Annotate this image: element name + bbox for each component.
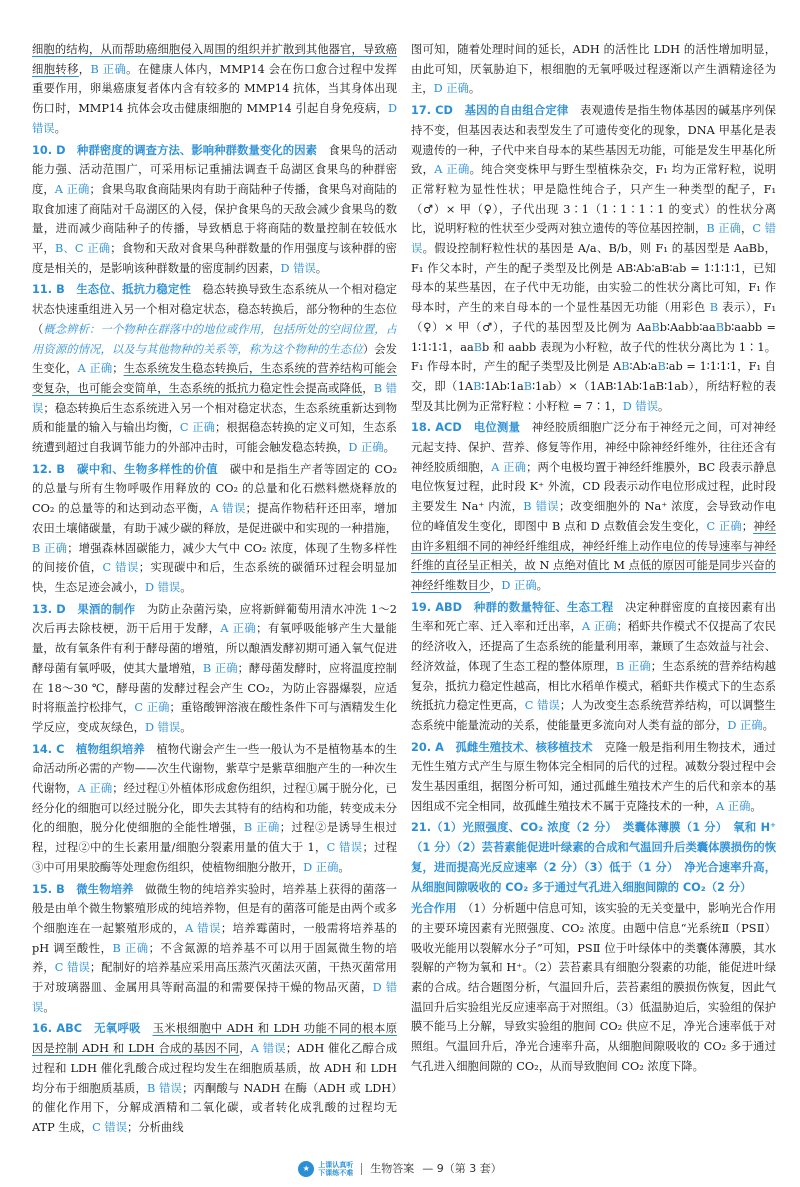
logo-badge-icon: ★ bbox=[298, 1161, 314, 1177]
logo-line2: 下课练不难 bbox=[318, 1169, 354, 1177]
answer-block-q21: 21.（1）光照强度、CO₂ 浓度（2 分） 类囊体薄膜（1 分） 氧和 H⁺（1 分）（2）芸苔素能促进叶绿素的合成和气温回升后类囊体膜损伤的恢复，进而提高光反应速率（2 分）（3）低于（1 分） 净光合速率升高，从细胞间隙吸收的 CO₂ 多于通过气孔进入细胞间隙的 CO₂（2 分） bbox=[411, 821, 776, 894]
right-column bbox=[411, 40, 776, 1148]
footer-page-number: — 9（第 3 套） bbox=[422, 1162, 502, 1176]
answer-block-q16-cont: 图可知，随着处理时间的延长，ADH 的活性比 LDH 的活性增加明显，由此可知，厌氧胁迫下，根细胞的无氧呼吸过程逐渐以产生酒精途径为主，D 正确。 bbox=[411, 43, 776, 96]
answer-block-q12: 12. B 碳中和、生物多样性的价值 碳中和是指生产者等固定的 CO₂ 的总量与所有生物呼吸作用释放的 CO₂ 的总量和化石燃料燃烧释放的 CO₂ 的总量等的和达到动态平衡，A 错误；提高作物秸秆还田率，增加农田土壤储碳量，有助于减少碳的释放，是促进碳中和实现的一种措施，B 正确；增强森林固碳能力，减少大气中 CO₂ 浓度，体现了生物多样性的间接价值，C 错误；实现碳中和后，生态系统的碳循环过程会明显加快，生态足迹会减小，D 错误。 bbox=[32, 462, 397, 594]
answer-block-q21-exp: 光合作用 （1）分析题中信息可知，该实验的无关变量中，影响光合作用的主要环境因素有光照强度、CO₂ 浓度。由题中信息“光系统Ⅱ（PSⅡ）吸收光能用以裂解水分子”可知，PSⅡ 位于叶绿体中的类囊体薄膜，其水裂解的产物为氧和 H⁺。（2）芸苔素具有细胞分裂素的功能，能促进叶绿素的合成。结合题图分析，气温回升后，芸苔素组的膜损伤恢复，因此气温回升后实验组光反应速率高于对照组。（3）低温胁迫后，实验组的保护膜不能马上分解，导致实验组的胞间 CO₂ 供应不足，净光合速率低于对照组。气温回升后，净光合速率升高，从细胞间隙吸收的 CO₂ 多于通过气孔进入细胞间隙的 CO₂，从而导致胞间 CO₂ 浓度下降。 bbox=[411, 902, 776, 1073]
footer-divider bbox=[361, 1163, 362, 1175]
answer-block-q13: 13. D 果酒的制作 为防止杂菌污染，应将新鲜葡萄用清水冲洗 1～2 次后再去除枝梗，沥干后用于发酵，A 正确；有氧呼吸能够产生大量能量，故有氧条件有利于酵母菌的增殖，所以酿酒发酵初期可通入氧气促进酵母菌有氧呼吸，使其大量增殖，B 正确；酵母菌发酵时，应将温度控制在 18～30 ℃，酵母菌的发酵过程会产生 CO₂，为防止容器爆裂，应适时将瓶盖拧松排气，C 正确；重铬酸钾溶液在酸性条件下可与酒精发生化学反应，变成灰绿色，D 错误。 bbox=[32, 602, 397, 734]
page-footer bbox=[0, 1158, 800, 1180]
answer-block-q14: 14. C 植物组织培养 植物代谢会产生一些一般认为不是植物基本的生命活动所必需的产物——次生代谢物，紫草宁是紫草细胞产生的一种次生代谢物，A 正确；经过程①外植体形成愈伤组织，过程①属于脱分化，已经分化的细胞可以经过脱分化，即失去其特有的结构和功能，转变成未分化的细胞，脱分化使细胞的全能性增强，B 正确；过程②是诱导生根过程，过程②中的生长素用量/细胞分裂素用量的值大于 1，C 错误；过程③中可用果胶酶等处理愈伤组织，使植物细胞分散开，D 正确。 bbox=[32, 742, 397, 874]
logo-text bbox=[318, 1161, 353, 1177]
answer-block-q10: 10. D 种群密度的调查方法、影响种群数量变化的因素 食果鸟的活动能力强、活动范围广，可采用标记重捕法调查千岛湖区食果鸟的种群密度，A 正确；食果鸟取食商陆果肉有助于商陆种子传播，食果鸟对商陆的取食加速了商陆对千岛湖区的入侵，保护食果鸟的天敌会减少食果鸟的数量，进而减少商陆种子的传播，导致栖息于将商陆的数量控制在较低水平，B、C 正确；食物和天敌对食果鸟种群数量的作用强度与该种群的密度是相关的，是影响该种群数量的密度制约因素，D 错误。 bbox=[32, 143, 397, 275]
answer-block-q19: 19. ABD 种群的数量特征、生态工程 决定种群密度的直接因素有出生率和死亡率、迁入率和迁出率，A 正确；稻虾共作模式不仅提高了农民的经济收入，还提高了生态系统的能量利用率，兼顾了生态效益与社会、经济效益，体现了生态工程的整体原理，B 正确；生态系统的营养结构越复杂，抵抗力稳定性越高，相比水稻单作模式，稻虾共作模式下的生态系统抵抗力稳定性更高，C 错误；人为改变生态系统营养结构，可以调整生态系统中能量流动的关系，使能量更多流向对人类有益的部分，D 正确。 bbox=[411, 600, 776, 732]
answer-block-q16: 16. ABC 无氧呼吸 玉米根细胞中 ADH 和 LDH 功能不同的根本原因是控制 ADH 和 LDH 合成的基因不同，A 错误；ADH 催化乙醇合成过程和 LDH 催化乳酸合成过程均发生在细胞质基质，故 ADH 和 LDH 均分布于细胞质基质，B 错误；丙酮酸与 NADH 在酶（ADH 或 LDH）的催化作用下，分解成酒精和二氧化碳，或者转化成乳酸的过程均无 ATP 生成，C 错误；分析曲线 bbox=[32, 1022, 397, 1134]
answer-block-q11: 11. B 生态位、抵抗力稳定性 稳态转换导致生态系统从一个相对稳定状态快速重组进入另一个相对稳定状态，稳态转换后，部分物种的生态位（概念辨析：一个物种在群落中的地位或作用，包括所处的空间位置，占用资源的情况，以及与其他物种的关系等，称为这个物种的生态位）会发生变化，A 正确；生态系统发生稳态转换后，生态系统的营养结构可能会变复杂，也可能会变简单，生态系统的抵抗力稳定性会提高或降低，B 错误；稳态转换后生态系统进入另一个相对稳定状态，生态系统重新达到物质和能量的输入与输出均衡，C 正确；根据稳态转换的定义可知，生态系统遭到超过自我调节能力的外部冲击时，可能会触发稳态转换，D 正确。 bbox=[32, 283, 397, 455]
footer-title: 生物答案 bbox=[370, 1162, 415, 1176]
answer-block-q17: 17. CD 基因的自由组合定律 表观遗传是指生物体基因的碱基序列保持不变，但基因表达和表型发生了可遗传变化的现象，DNA 甲基化是表观遗传的一种，子代中来自母本的某些基因无功能，可能是发生甲基化所致，A 正确。纯合突变株甲与野生型植株杂交，F₁ 均为正常籽粒，说明正常籽粒为显性性状；甲是隐性纯合子，只产生一种类型的配子，F₁（♂）× 甲（♀），子代出现 3∶1（1∶1∶1∶1 的变式）的性状分离比，说明籽粒的性状至少受两对独立遗传的等位基因控制，B 正确，C 错误。假设控制籽粒性状的基因是 A/a、B/b，则 F₁ 的基因型是 AaBb，F₁ 作父本时，产生的配子类型及比例是 AB∶Ab∶aB∶ab = 1∶1∶1∶1，已知母本的某些基因，在子代中无功能，由实验二的性状分离比可知，F₁ 作母本时，产生的来自母本的一个显性基因无功能（用彩色 B 表示），F₁（♀）× 甲（♂），子代的基因型及比例为 AaBb∶Aabb∶aaBb∶aabb = 1∶1∶1∶1，aaBb 和 aabb 表现为小籽粒，故子代的性状分离比为 1∶1。F₁ 作母本时，产生的配子类型及比例是 AB∶Ab∶aB∶ab = 1∶1∶1∶1，F₁ 自交，即（1AB∶1Ab∶1aB∶1ab）×（1AB∶1Ab∶1aB∶1ab），所结籽粒的表型及其比例为正常籽粒∶小籽粒 = 7∶1，D 错误。 bbox=[411, 104, 776, 413]
answer-block-q18: 18. ACD 电位测量 神经胶质细胞广泛分布于神经元之间，可对神经元起支持、保护、营养、修复等作用，神经中除神经纤维外，往往还含有神经胶质细胞，A 正确；两个电极均置于神经纤维膜外，BC 段表示静息电位恢复过程，此时段 K⁺ 外流，CD 段表示动作电位形成过程，此时段主要发生 Na⁺ 内流，B 错误；改变细胞外的 Na⁺ 浓度，会导致动作电位的峰值发生变化，即图中 B 点和 D 点数值会发生变化，C 正确；神经由许多粗细不同的神经纤维组成，神经纤维上动作电位的传导速率与神经纤维的直径呈正相关，故 N 点绝对值比 M 点低的原因可能是同步兴奋的神经纤维数目少，D 正确。 bbox=[411, 421, 776, 592]
answer-page bbox=[32, 40, 776, 1148]
logo-line1: 上课认真听 bbox=[318, 1161, 354, 1169]
left-column bbox=[32, 40, 397, 1148]
answer-block-cont-9: 细胞的结构，从而帮助癌细胞侵入周围的组织并扩散到其他器官，导致癌细胞转移，B 正确。在健康人体内，MMP14 会在伤口愈合过程中发挥重要作用，卵巢癌康复者体内含有较多的 MMP14 抗体，当其身体出现伤口时，MMP14 抗体会攻击健康细胞的 MMP14 引起自身免疫病，D 错误。 bbox=[32, 43, 397, 135]
publisher-logo bbox=[298, 1161, 353, 1177]
answer-block-q15: 15. B 微生物培养 做微生物的纯培养实验时，培养基上获得的菌落一般是由单个微生物繁殖形成的纯培养物，但是有的菌落可能是由两个或多个细胞连在一起繁殖形成的，A 错误；培养霉菌时，一般需将培养基的 pH 调至酸性，B 正确；不含氮源的培养基不可以用于固氮微生物的培养，C 错误；配制好的培养基应采用高压蒸汽灭菌法灭菌，干热灭菌常用于对玻璃器皿、金属用具等耐高温的和需要保持干燥的物品灭菌，D 错误。 bbox=[32, 882, 397, 1014]
answer-block-q20: 20. A 孤雌生殖技术、核移植技术 克隆一般是指利用生物技术，通过无性生殖方式产生与原生物体完全相同的后代的过程。减数分裂过程中会发生基因重组，据图分析可知，通过孤雌生殖技术产生的后代和亲本的基因组成不完全相同，故孤雌生殖技术不属于克隆技术的一种，A 正确。 bbox=[411, 740, 776, 813]
